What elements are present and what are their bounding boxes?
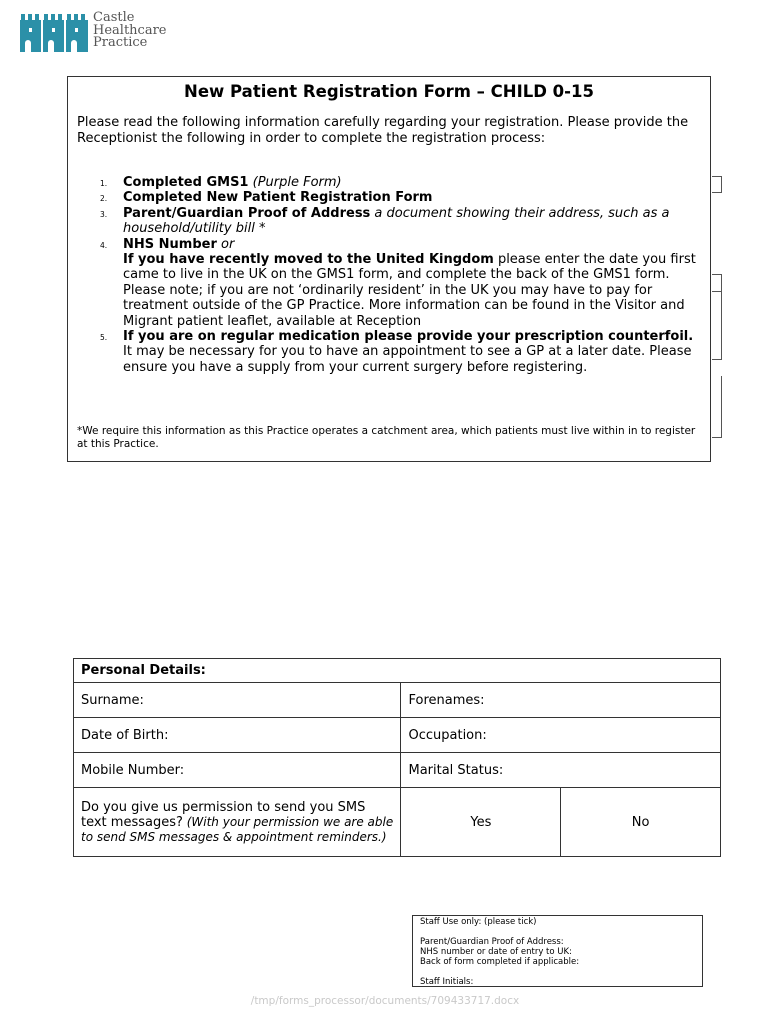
list-number: 5. (100, 333, 108, 343)
marital-status-field[interactable]: Marital Status: (401, 753, 721, 788)
item-bold-text: Completed GMS1 (123, 175, 249, 190)
list-number: 2. (100, 194, 108, 204)
personal-details-header: Personal Details: (74, 659, 721, 683)
list-item (100, 206, 706, 237)
requirements-list (100, 175, 706, 375)
staff-back-of-form: Back of form completed if applicable: (420, 957, 580, 967)
item-bold-text: Completed New Patient Registration Form (123, 190, 433, 206)
staff-use-box (412, 915, 703, 987)
registration-info-box (67, 76, 711, 462)
logo-line-3: Practice (93, 35, 148, 50)
item-bold-text: NHS Number (123, 236, 217, 252)
item-sub-text: please enter the date you first came to live in the UK on the GMS1 form, and complete the back of the GMS1 form. (123, 252, 696, 283)
form-title: New Patient Registration Form – CHILD 0-15 (184, 82, 594, 101)
intro-text: Please read the following information carefully regarding your registration. Please provide the Receptionist the following in order to complete the registration process: (77, 115, 689, 146)
logo-line-2: Healthcare (93, 22, 167, 38)
sms-question-note: (With your permission we are able to send SMS messages & appointment reminders.) (81, 814, 394, 844)
list-number: 4. (100, 240, 108, 250)
list-item (100, 329, 706, 375)
staff-use-title: Staff Use only: (please tick) (420, 917, 537, 927)
logo-line-1: Castle (93, 10, 135, 25)
list-item (100, 237, 706, 329)
item-text: (Purple Form) (248, 175, 342, 190)
sms-question-text: Do you give us permission to send you SMS text messages? (81, 799, 366, 830)
mobile-number-field[interactable]: Mobile Number: (74, 753, 401, 788)
staff-nhs-number: NHS number or date of entry to UK: (420, 947, 572, 957)
list-number: 1. (100, 179, 108, 188)
item-bold-text: Parent/Guardian Proof of Address (123, 205, 371, 221)
sms-yes-option[interactable]: Yes (401, 788, 561, 857)
practice-logo (20, 12, 190, 54)
item-text: It may be necessary for you to have an appointment to see a GP at a later date. Please ensure you have a supply from your current surgery before registering. (123, 344, 692, 375)
item-bold-text: If you are on regular medication please provide your prescription counterfoil. (123, 329, 694, 345)
list-item (100, 190, 706, 205)
surname-field[interactable]: Surname: (74, 683, 401, 718)
document-path: /tmp/forms_processor/documents/709433717.docx (250, 995, 520, 1007)
forenames-field[interactable]: Forenames: (401, 683, 721, 718)
staff-initials: Staff Initials: (420, 977, 474, 987)
date-of-birth-field[interactable]: Date of Birth: (74, 718, 401, 753)
list-item (100, 175, 706, 190)
occupation-field[interactable]: Occupation: (401, 718, 721, 753)
catchment-footnote: *We require this information as this Practice operates a catchment area, which patients must live within in to register at this Practice. (77, 425, 696, 450)
logo-text (93, 12, 166, 50)
item-subtext (123, 252, 706, 283)
sms-no-option[interactable]: No (561, 788, 721, 857)
background-form-lines (712, 176, 722, 438)
item-text: or (216, 236, 235, 252)
castle-logo-icon (20, 14, 88, 52)
item-note: Please note; if you are not ‘ordinarily resident’ in the UK you may have to pay for treatment outside of the GP Practice. More information can be found in the Visitor and Migrant patient leaflet, available at Reception (123, 282, 685, 329)
item-text: a document showing their address, such as a household/utility bill * (123, 205, 670, 237)
list-number: 3. (100, 209, 108, 219)
item-sub-bold: If you have recently moved to the United Kingdom (123, 252, 494, 268)
sms-permission-question (74, 788, 401, 857)
personal-details-table (73, 658, 721, 857)
staff-proof-of-address: Parent/Guardian Proof of Address: (420, 937, 564, 947)
